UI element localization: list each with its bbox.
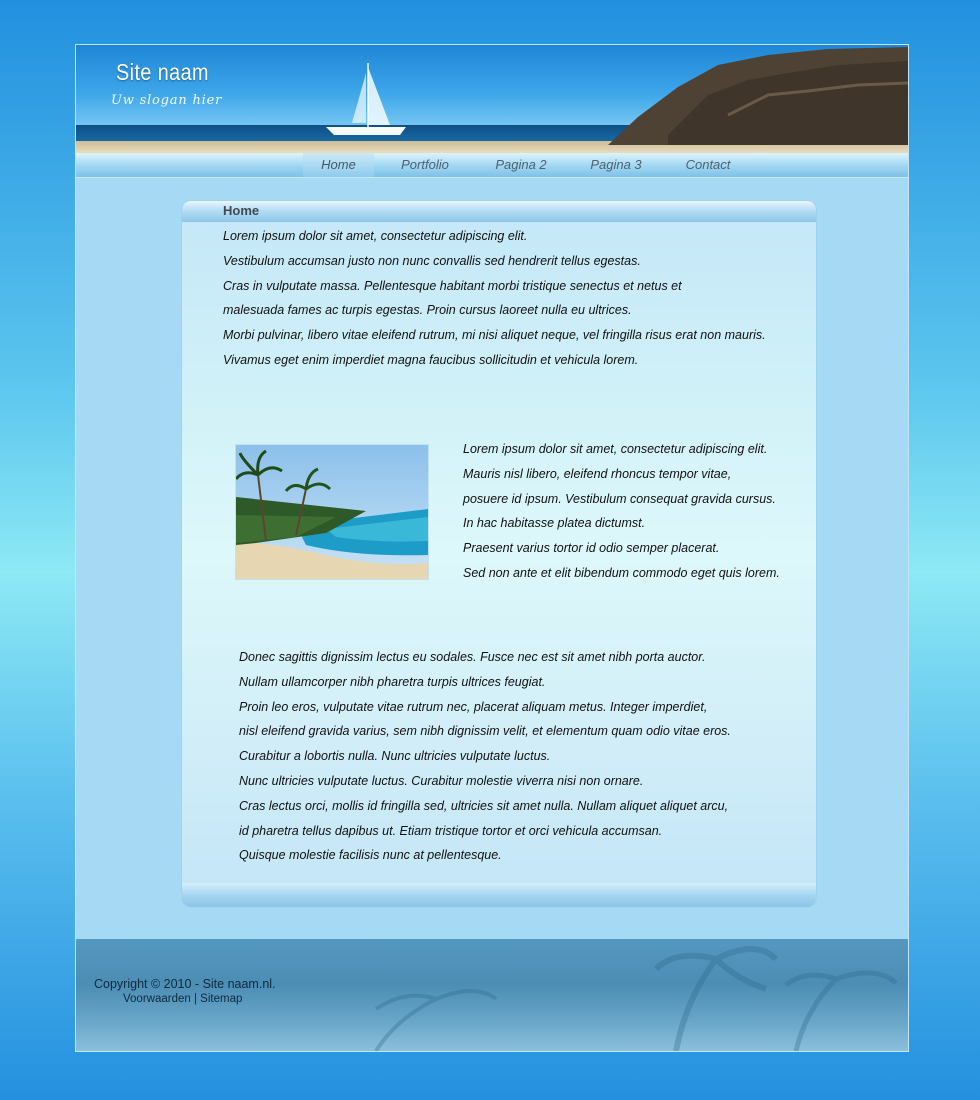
terms-link[interactable]: Voorwaarden xyxy=(123,993,191,1005)
text-line: Vivamus eget enim imperdiet magna faucibus sollicitudin et vehicula lorem. xyxy=(223,352,639,367)
copyright-text: Copyright © 2010 - Site naam.nl. xyxy=(94,977,276,991)
cliff-graphic xyxy=(608,45,908,145)
text-line: malesuada fames ac turpis egestas. Proin cursus laoreet nulla eu ultrices. xyxy=(223,303,632,318)
text-line: Mauris nisl libero, eleifend rhoncus tempor vitae, xyxy=(463,466,732,481)
body-paragraph xyxy=(239,645,731,868)
nav-item-contact[interactable]: Contact xyxy=(685,157,731,172)
text-line: Vestibulum accumsan justo non nunc convallis sed hendrerit tellus egestas. xyxy=(223,253,641,268)
nav-item-home[interactable]: Home xyxy=(303,153,374,177)
content-box xyxy=(181,200,817,908)
text-line: Nullam ullamcorper nibh pharetra turpis ultrices feugiat. xyxy=(239,674,546,689)
text-line: Proin leo eros, vulputate vitae rutrum nec, placerat aliquam metus. Integer imperdiet, xyxy=(239,699,708,714)
text-line: Sed non ante et elit bibendum commodo eget quis lorem. xyxy=(463,565,780,580)
intro-paragraph xyxy=(223,224,766,373)
header-banner xyxy=(76,45,908,153)
nav-item-pagina-2[interactable]: Pagina 2 xyxy=(495,157,547,172)
text-line: Praesent varius tortor id odio semper placerat. xyxy=(463,541,720,556)
side-paragraph xyxy=(463,437,780,586)
site-title[interactable]: Site naam xyxy=(116,59,209,85)
content-box-header xyxy=(182,201,816,222)
text-line: id pharetra tellus dapibus ut. Etiam tristique tortor et orci vehicula accumsan. xyxy=(239,823,663,838)
content-box-footer xyxy=(182,883,816,907)
sitemap-link[interactable]: Sitemap xyxy=(200,993,243,1005)
text-line: Nunc ultricies vulputate luctus. Curabitur molestie viverra nisi non ornare. xyxy=(239,773,644,788)
main-nav xyxy=(76,153,908,178)
text-line: nisl eleifend gravida varius, sem nibh dignissim velit, et elementum quam odio vitae eros. xyxy=(239,724,731,739)
site-slogan: Uw slogan hier xyxy=(111,93,223,108)
beach-palm-image xyxy=(236,445,428,579)
text-line: Curabitur a lobortis nulla. Nunc ultricies vulputate luctus. xyxy=(239,749,551,764)
text-line: Quisque molestie facilisis nunc at pellentesque. xyxy=(239,848,502,863)
footer-links xyxy=(123,993,242,1005)
text-line: Lorem ipsum dolor sit amet, consectetur adipiscing elit. xyxy=(223,229,528,243)
text-line: Donec sagittis dignissim lectus eu sodales. Fusce nec est sit amet nibh porta auctor. xyxy=(239,650,706,664)
sailboat-icon xyxy=(322,63,412,139)
footer-link-separator: | xyxy=(190,993,201,1005)
text-line: In hac habitasse platea dictumst. xyxy=(463,516,646,531)
page-container xyxy=(75,44,909,1052)
text-line: Cras in vulputate massa. Pellentesque habitant morbi tristique senectus et netus et xyxy=(223,278,682,293)
text-line: Cras lectus orci, mollis id fringilla sed, ultricies sit amet nulla. Nullam aliquet aliquet arcu, xyxy=(239,798,729,813)
nav-item-portfolio[interactable]: Portfolio xyxy=(401,157,449,172)
nav-item-pagina-3[interactable]: Pagina 3 xyxy=(590,157,642,172)
text-line: Lorem ipsum dolor sit amet, consectetur adipiscing elit. xyxy=(463,442,768,456)
beach-photo xyxy=(235,444,429,580)
text-line: posuere id ipsum. Vestibulum consequat gravida cursus. xyxy=(463,491,776,506)
text-line: Morbi pulvinar, libero vitae eleifend rutrum, mi nisi aliquet neque, vel fringilla risus erat non mauris. xyxy=(223,328,766,343)
content-title: Home xyxy=(223,203,260,218)
page-footer xyxy=(76,939,908,1051)
